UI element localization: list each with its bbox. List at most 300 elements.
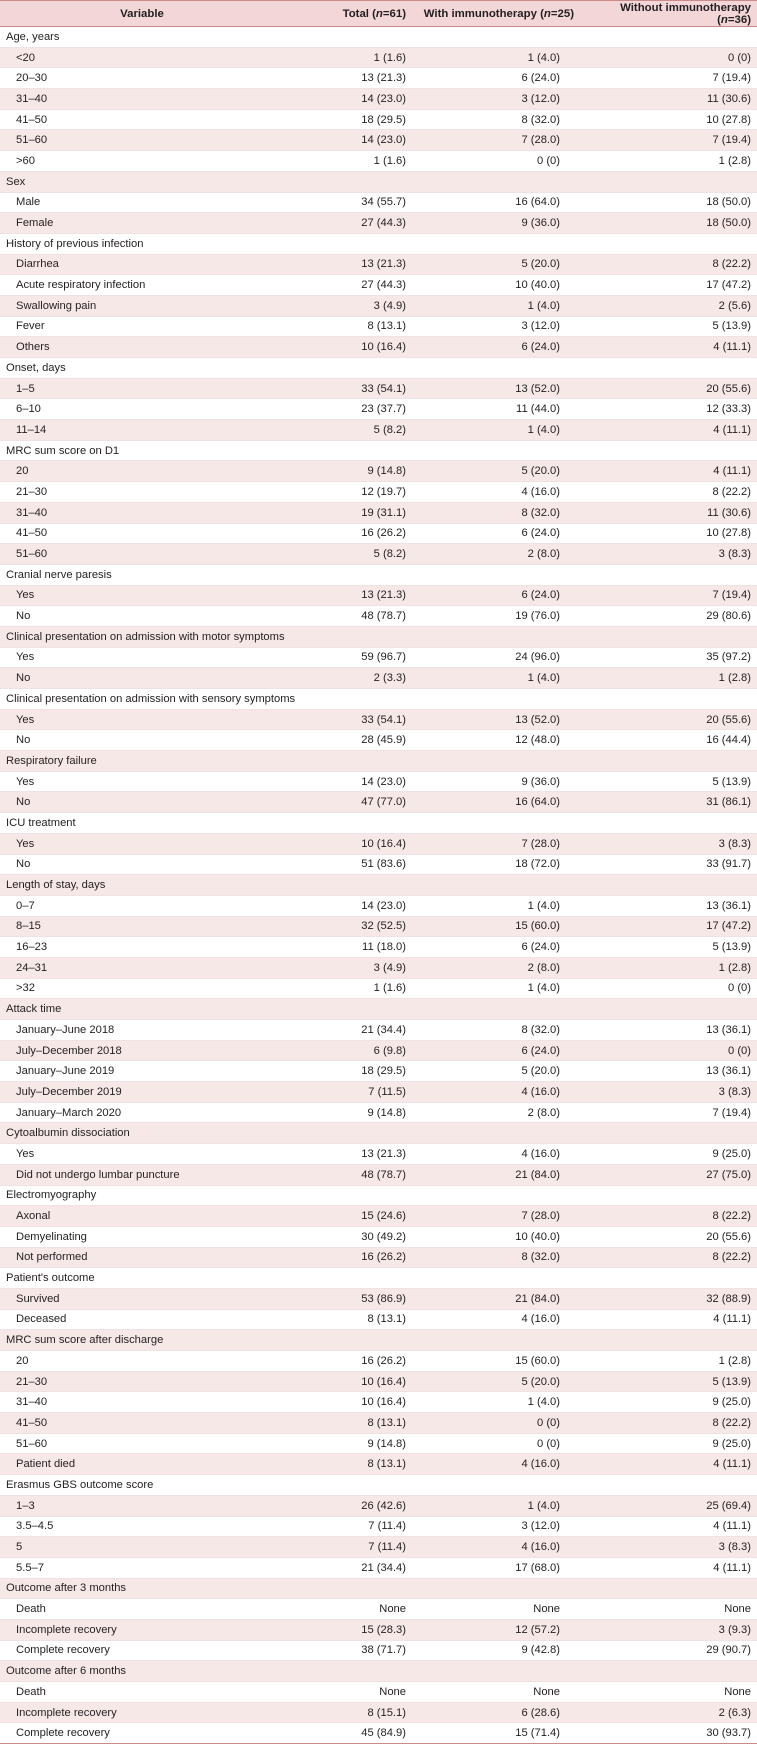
- total-value: None: [284, 1682, 414, 1703]
- row-label: Yes: [0, 833, 284, 854]
- with-immunotherapy-value: 5 (20.0): [414, 461, 586, 482]
- with-immunotherapy-value: 9 (36.0): [414, 771, 586, 792]
- total-value: 19 (31.1): [284, 502, 414, 523]
- category-row: [0, 440, 757, 461]
- row-label: 51–60: [0, 544, 284, 565]
- total-value: 2 (3.3): [284, 668, 414, 689]
- without-immunotherapy-value: 1 (2.8): [586, 668, 757, 689]
- without-immunotherapy-value: 8 (22.2): [586, 1247, 757, 1268]
- category-row: [0, 1578, 757, 1599]
- row-label: 20: [0, 461, 284, 482]
- category-label: Length of stay, days: [0, 875, 757, 896]
- with-immunotherapy-value: 6 (28.6): [414, 1702, 586, 1723]
- total-value: 5 (8.2): [284, 420, 414, 441]
- table-row: [0, 1413, 757, 1434]
- table-row: [0, 316, 757, 337]
- table-row: [0, 1619, 757, 1640]
- total-value: 45 (84.9): [284, 1723, 414, 1744]
- table-row: [0, 275, 757, 296]
- category-label: Clinical presentation on admission with motor symptoms: [0, 626, 757, 647]
- without-immunotherapy-value: 17 (47.2): [586, 916, 757, 937]
- with-immunotherapy-value: 16 (64.0): [414, 792, 586, 813]
- row-label: >60: [0, 151, 284, 172]
- table-row: [0, 709, 757, 730]
- category-row: [0, 751, 757, 772]
- with-immunotherapy-value: 1 (4.0): [414, 295, 586, 316]
- with-immunotherapy-value: 17 (68.0): [414, 1557, 586, 1578]
- row-label: Deceased: [0, 1309, 284, 1330]
- total-value: 8 (13.1): [284, 1454, 414, 1475]
- without-immunotherapy-value: 4 (11.1): [586, 337, 757, 358]
- table-row: [0, 937, 757, 958]
- with-immunotherapy-value: 13 (52.0): [414, 709, 586, 730]
- table-row: [0, 461, 757, 482]
- row-label: 1–3: [0, 1495, 284, 1516]
- table-row: [0, 1495, 757, 1516]
- category-label: Cytoalbumin dissociation: [0, 1123, 757, 1144]
- table-row: [0, 978, 757, 999]
- category-label: Outcome after 6 months: [0, 1661, 757, 1682]
- table-row: [0, 1144, 757, 1165]
- without-immunotherapy-value: 17 (47.2): [586, 275, 757, 296]
- total-value: 48 (78.7): [284, 606, 414, 627]
- category-row: [0, 626, 757, 647]
- table-row: [0, 47, 757, 68]
- with-immunotherapy-value: 5 (20.0): [414, 254, 586, 275]
- category-row: [0, 999, 757, 1020]
- row-label: 1–5: [0, 378, 284, 399]
- category-row: [0, 813, 757, 834]
- row-label: Demyelinating: [0, 1226, 284, 1247]
- without-immunotherapy-value: 3 (8.3): [586, 1082, 757, 1103]
- total-value: 16 (26.2): [284, 1247, 414, 1268]
- category-row: [0, 171, 757, 192]
- table-row: [0, 1351, 757, 1372]
- total-value: 18 (29.5): [284, 1061, 414, 1082]
- total-value: 26 (42.6): [284, 1495, 414, 1516]
- without-immunotherapy-value: 1 (2.8): [586, 957, 757, 978]
- total-value: 10 (16.4): [284, 1392, 414, 1413]
- with-immunotherapy-value: 3 (12.0): [414, 1516, 586, 1537]
- with-immunotherapy-value: 21 (84.0): [414, 1164, 586, 1185]
- row-label: 11–14: [0, 420, 284, 441]
- without-immunotherapy-value: 8 (22.2): [586, 1206, 757, 1227]
- row-label: 31–40: [0, 1392, 284, 1413]
- without-immunotherapy-value: 5 (13.9): [586, 937, 757, 958]
- table-row: [0, 1206, 757, 1227]
- without-immunotherapy-value: 2 (6.3): [586, 1702, 757, 1723]
- without-immunotherapy-value: 0 (0): [586, 1040, 757, 1061]
- without-immunotherapy-value: 31 (86.1): [586, 792, 757, 813]
- with-immunotherapy-value: 0 (0): [414, 1413, 586, 1434]
- without-immunotherapy-value: 5 (13.9): [586, 1371, 757, 1392]
- with-immunotherapy-value: 6 (24.0): [414, 937, 586, 958]
- table-row: [0, 1288, 757, 1309]
- row-label: July–December 2019: [0, 1082, 284, 1103]
- without-immunotherapy-value: 27 (75.0): [586, 1164, 757, 1185]
- without-immunotherapy-value: 20 (55.6): [586, 1226, 757, 1247]
- without-immunotherapy-value: 3 (8.3): [586, 1537, 757, 1558]
- category-label: ICU treatment: [0, 813, 757, 834]
- total-value: 8 (13.1): [284, 1309, 414, 1330]
- table-row: [0, 213, 757, 234]
- total-value: 12 (19.7): [284, 482, 414, 503]
- total-value: 7 (11.4): [284, 1516, 414, 1537]
- total-value: 8 (13.1): [284, 316, 414, 337]
- with-immunotherapy-value: 0 (0): [414, 1433, 586, 1454]
- with-immunotherapy-value: 9 (36.0): [414, 213, 586, 234]
- without-immunotherapy-value: 20 (55.6): [586, 709, 757, 730]
- row-label: 6–10: [0, 399, 284, 420]
- without-immunotherapy-value: 7 (19.4): [586, 68, 757, 89]
- table-row: [0, 254, 757, 275]
- row-label: 31–40: [0, 89, 284, 110]
- with-immunotherapy-value: 12 (48.0): [414, 730, 586, 751]
- total-value: 14 (23.0): [284, 895, 414, 916]
- row-label: 41–50: [0, 523, 284, 544]
- with-immunotherapy-value: 13 (52.0): [414, 378, 586, 399]
- row-label: 41–50: [0, 109, 284, 130]
- row-label: 21–30: [0, 1371, 284, 1392]
- row-label: January–June 2018: [0, 1020, 284, 1041]
- total-value: 51 (83.6): [284, 854, 414, 875]
- with-immunotherapy-value: 11 (44.0): [414, 399, 586, 420]
- table-row: [0, 109, 757, 130]
- with-immunotherapy-value: 4 (16.0): [414, 1537, 586, 1558]
- total-value: 10 (16.4): [284, 337, 414, 358]
- with-immunotherapy-value: 3 (12.0): [414, 89, 586, 110]
- without-immunotherapy-value: 7 (19.4): [586, 585, 757, 606]
- row-label: 16–23: [0, 937, 284, 958]
- row-label: Fever: [0, 316, 284, 337]
- without-immunotherapy-value: 0 (0): [586, 978, 757, 999]
- category-label: Cranial nerve paresis: [0, 564, 757, 585]
- with-immunotherapy-value: 8 (32.0): [414, 1247, 586, 1268]
- table-row: [0, 1557, 757, 1578]
- with-immunotherapy-value: 1 (4.0): [414, 420, 586, 441]
- total-value: 9 (14.8): [284, 1433, 414, 1454]
- total-value: 11 (18.0): [284, 937, 414, 958]
- with-immunotherapy-value: 8 (32.0): [414, 1020, 586, 1041]
- table-row: [0, 151, 757, 172]
- without-immunotherapy-value: 7 (19.4): [586, 1102, 757, 1123]
- total-value: 8 (15.1): [284, 1702, 414, 1723]
- category-label: MRC sum score on D1: [0, 440, 757, 461]
- without-immunotherapy-value: 8 (22.2): [586, 254, 757, 275]
- category-row: [0, 564, 757, 585]
- category-row: [0, 875, 757, 896]
- without-immunotherapy-value: 0 (0): [586, 47, 757, 68]
- total-value: 3 (4.9): [284, 295, 414, 316]
- without-immunotherapy-value: 1 (2.8): [586, 1351, 757, 1372]
- with-immunotherapy-value: 7 (28.0): [414, 130, 586, 151]
- category-label: Patient's outcome: [0, 1268, 757, 1289]
- with-immunotherapy-value: 15 (71.4): [414, 1723, 586, 1744]
- with-immunotherapy-value: 4 (16.0): [414, 1082, 586, 1103]
- table-header: [0, 1, 757, 27]
- without-immunotherapy-value: None: [586, 1599, 757, 1620]
- with-immunotherapy-value: 3 (12.0): [414, 316, 586, 337]
- without-immunotherapy-value: 12 (33.3): [586, 399, 757, 420]
- with-immunotherapy-value: 8 (32.0): [414, 109, 586, 130]
- without-immunotherapy-value: 32 (88.9): [586, 1288, 757, 1309]
- total-value: 33 (54.1): [284, 709, 414, 730]
- table-row: [0, 544, 757, 565]
- category-row: [0, 689, 757, 710]
- without-immunotherapy-value: 13 (36.1): [586, 895, 757, 916]
- without-immunotherapy-value: 9 (25.0): [586, 1392, 757, 1413]
- row-label: Yes: [0, 1144, 284, 1165]
- table-row: [0, 647, 757, 668]
- with-immunotherapy-value: 5 (20.0): [414, 1061, 586, 1082]
- with-immunotherapy-value: 5 (20.0): [414, 1371, 586, 1392]
- with-immunotherapy-value: 2 (8.0): [414, 957, 586, 978]
- row-label: Female: [0, 213, 284, 234]
- row-label: Others: [0, 337, 284, 358]
- category-row: [0, 358, 757, 379]
- category-row: [0, 1661, 757, 1682]
- category-row: [0, 1123, 757, 1144]
- row-label: No: [0, 854, 284, 875]
- total-value: 59 (96.7): [284, 647, 414, 668]
- total-value: 14 (23.0): [284, 89, 414, 110]
- row-label: No: [0, 730, 284, 751]
- total-value: 1 (1.6): [284, 47, 414, 68]
- table-row: [0, 895, 757, 916]
- without-immunotherapy-value: 4 (11.1): [586, 1516, 757, 1537]
- total-value: 48 (78.7): [284, 1164, 414, 1185]
- table-row: [0, 89, 757, 110]
- row-label: No: [0, 668, 284, 689]
- category-row: [0, 1330, 757, 1351]
- without-immunotherapy-value: 16 (44.4): [586, 730, 757, 751]
- total-value: 1 (1.6): [284, 151, 414, 172]
- table-row: [0, 1226, 757, 1247]
- total-value: 1 (1.6): [284, 978, 414, 999]
- row-label: 5.5–7: [0, 1557, 284, 1578]
- table-row: [0, 833, 757, 854]
- with-immunotherapy-value: 1 (4.0): [414, 1495, 586, 1516]
- header-row: [0, 1, 757, 27]
- row-label: <20: [0, 47, 284, 68]
- total-value: 13 (21.3): [284, 585, 414, 606]
- category-label: Onset, days: [0, 358, 757, 379]
- row-label: January–March 2020: [0, 1102, 284, 1123]
- without-immunotherapy-value: 3 (9.3): [586, 1619, 757, 1640]
- row-label: 41–50: [0, 1413, 284, 1434]
- table-row: [0, 295, 757, 316]
- table-row: [0, 502, 757, 523]
- table-row: [0, 1082, 757, 1103]
- with-immunotherapy-value: 4 (16.0): [414, 1144, 586, 1165]
- total-value: 14 (23.0): [284, 130, 414, 151]
- with-immunotherapy-value: 6 (24.0): [414, 337, 586, 358]
- with-immunotherapy-value: 4 (16.0): [414, 1309, 586, 1330]
- without-immunotherapy-value: 2 (5.6): [586, 295, 757, 316]
- without-immunotherapy-value: 11 (30.6): [586, 502, 757, 523]
- row-label: >32: [0, 978, 284, 999]
- with-immunotherapy-value: 10 (40.0): [414, 1226, 586, 1247]
- without-immunotherapy-value: 4 (11.1): [586, 420, 757, 441]
- row-label: 5: [0, 1537, 284, 1558]
- with-immunotherapy-value: None: [414, 1682, 586, 1703]
- total-value: 9 (14.8): [284, 1102, 414, 1123]
- row-label: No: [0, 606, 284, 627]
- without-immunotherapy-value: 29 (90.7): [586, 1640, 757, 1661]
- without-immunotherapy-value: 8 (22.2): [586, 1413, 757, 1434]
- row-label: 31–40: [0, 502, 284, 523]
- total-value: 3 (4.9): [284, 957, 414, 978]
- without-immunotherapy-value: 11 (30.6): [586, 89, 757, 110]
- without-immunotherapy-value: 9 (25.0): [586, 1433, 757, 1454]
- without-immunotherapy-value: 3 (8.3): [586, 544, 757, 565]
- table-row: [0, 399, 757, 420]
- with-immunotherapy-value: 1 (4.0): [414, 47, 586, 68]
- category-label: Attack time: [0, 999, 757, 1020]
- row-label: 24–31: [0, 957, 284, 978]
- table-row: [0, 771, 757, 792]
- table-row: [0, 1537, 757, 1558]
- without-immunotherapy-value: 20 (55.6): [586, 378, 757, 399]
- without-immunotherapy-value: 25 (69.4): [586, 1495, 757, 1516]
- with-immunotherapy-value: 0 (0): [414, 151, 586, 172]
- total-value: 13 (21.3): [284, 68, 414, 89]
- with-immunotherapy-value: 15 (60.0): [414, 916, 586, 937]
- table-row: [0, 1040, 757, 1061]
- table-row: [0, 668, 757, 689]
- total-value: 9 (14.8): [284, 461, 414, 482]
- without-immunotherapy-value: 5 (13.9): [586, 316, 757, 337]
- total-value: 16 (26.2): [284, 523, 414, 544]
- total-value: 6 (9.8): [284, 1040, 414, 1061]
- without-immunotherapy-value: 30 (93.7): [586, 1723, 757, 1744]
- row-label: Complete recovery: [0, 1640, 284, 1661]
- total-value: 27 (44.3): [284, 213, 414, 234]
- with-immunotherapy-value: 7 (28.0): [414, 1206, 586, 1227]
- total-value: 38 (71.7): [284, 1640, 414, 1661]
- total-value: 27 (44.3): [284, 275, 414, 296]
- without-immunotherapy-value: 8 (22.2): [586, 482, 757, 503]
- row-label: 8–15: [0, 916, 284, 937]
- table-row: [0, 792, 757, 813]
- category-row: [0, 1268, 757, 1289]
- row-label: 51–60: [0, 130, 284, 151]
- row-label: 21–30: [0, 482, 284, 503]
- total-value: 21 (34.4): [284, 1557, 414, 1578]
- with-immunotherapy-value: 24 (96.0): [414, 647, 586, 668]
- without-immunotherapy-value: 18 (50.0): [586, 192, 757, 213]
- table-row: [0, 1020, 757, 1041]
- table-row: [0, 1599, 757, 1620]
- without-immunotherapy-value: None: [586, 1682, 757, 1703]
- with-immunotherapy-value: 2 (8.0): [414, 544, 586, 565]
- header-total: Total (n=61): [284, 1, 414, 27]
- row-label: Yes: [0, 585, 284, 606]
- total-value: 14 (23.0): [284, 771, 414, 792]
- total-value: 10 (16.4): [284, 1371, 414, 1392]
- with-immunotherapy-value: 4 (16.0): [414, 482, 586, 503]
- total-value: 15 (28.3): [284, 1619, 414, 1640]
- total-value: 23 (37.7): [284, 399, 414, 420]
- total-value: 47 (77.0): [284, 792, 414, 813]
- table-row: [0, 378, 757, 399]
- header-without-immunotherapy: Without immunotherapy (n=36): [586, 1, 757, 27]
- total-value: 34 (55.7): [284, 192, 414, 213]
- table-row: [0, 854, 757, 875]
- without-immunotherapy-value: 4 (11.1): [586, 1557, 757, 1578]
- row-label: Yes: [0, 771, 284, 792]
- without-immunotherapy-value: 35 (97.2): [586, 647, 757, 668]
- with-immunotherapy-value: 4 (16.0): [414, 1454, 586, 1475]
- row-label: 20: [0, 1351, 284, 1372]
- with-immunotherapy-value: 21 (84.0): [414, 1288, 586, 1309]
- with-immunotherapy-value: 19 (76.0): [414, 606, 586, 627]
- row-label: Swallowing pain: [0, 295, 284, 316]
- table-row: [0, 730, 757, 751]
- table-row: [0, 1640, 757, 1661]
- table-row: [0, 606, 757, 627]
- category-row: [0, 233, 757, 254]
- total-value: 53 (86.9): [284, 1288, 414, 1309]
- category-label: MRC sum score after discharge: [0, 1330, 757, 1351]
- total-value: 13 (21.3): [284, 1144, 414, 1165]
- row-label: Male: [0, 192, 284, 213]
- row-label: 0–7: [0, 895, 284, 916]
- without-immunotherapy-value: 4 (11.1): [586, 461, 757, 482]
- total-value: 33 (54.1): [284, 378, 414, 399]
- with-immunotherapy-value: 7 (28.0): [414, 833, 586, 854]
- with-immunotherapy-value: 6 (24.0): [414, 68, 586, 89]
- with-immunotherapy-value: 6 (24.0): [414, 585, 586, 606]
- with-immunotherapy-value: 16 (64.0): [414, 192, 586, 213]
- without-immunotherapy-value: 10 (27.8): [586, 523, 757, 544]
- total-value: 5 (8.2): [284, 544, 414, 565]
- category-row: [0, 1475, 757, 1496]
- row-label: July–December 2018: [0, 1040, 284, 1061]
- table-row: [0, 1164, 757, 1185]
- row-label: 3.5–4.5: [0, 1516, 284, 1537]
- total-value: 8 (13.1): [284, 1413, 414, 1434]
- table-row: [0, 1102, 757, 1123]
- table-row: [0, 1433, 757, 1454]
- total-value: 21 (34.4): [284, 1020, 414, 1041]
- category-label: Sex: [0, 171, 757, 192]
- total-value: 32 (52.5): [284, 916, 414, 937]
- table-row: [0, 1454, 757, 1475]
- total-value: None: [284, 1599, 414, 1620]
- with-immunotherapy-value: 18 (72.0): [414, 854, 586, 875]
- category-label: Erasmus GBS outcome score: [0, 1475, 757, 1496]
- table-row: [0, 1516, 757, 1537]
- with-immunotherapy-value: None: [414, 1599, 586, 1620]
- row-label: Did not undergo lumbar puncture: [0, 1164, 284, 1185]
- row-label: Complete recovery: [0, 1723, 284, 1744]
- row-label: Not performed: [0, 1247, 284, 1268]
- table-row: [0, 130, 757, 151]
- table-row: [0, 523, 757, 544]
- with-immunotherapy-value: 1 (4.0): [414, 978, 586, 999]
- with-immunotherapy-value: 1 (4.0): [414, 668, 586, 689]
- category-label: History of previous infection: [0, 233, 757, 254]
- table-row: [0, 1247, 757, 1268]
- row-label: Incomplete recovery: [0, 1702, 284, 1723]
- without-immunotherapy-value: 1 (2.8): [586, 151, 757, 172]
- row-label: No: [0, 792, 284, 813]
- table-row: [0, 1682, 757, 1703]
- with-immunotherapy-value: 10 (40.0): [414, 275, 586, 296]
- category-row: [0, 1185, 757, 1206]
- table-body: [0, 27, 757, 1744]
